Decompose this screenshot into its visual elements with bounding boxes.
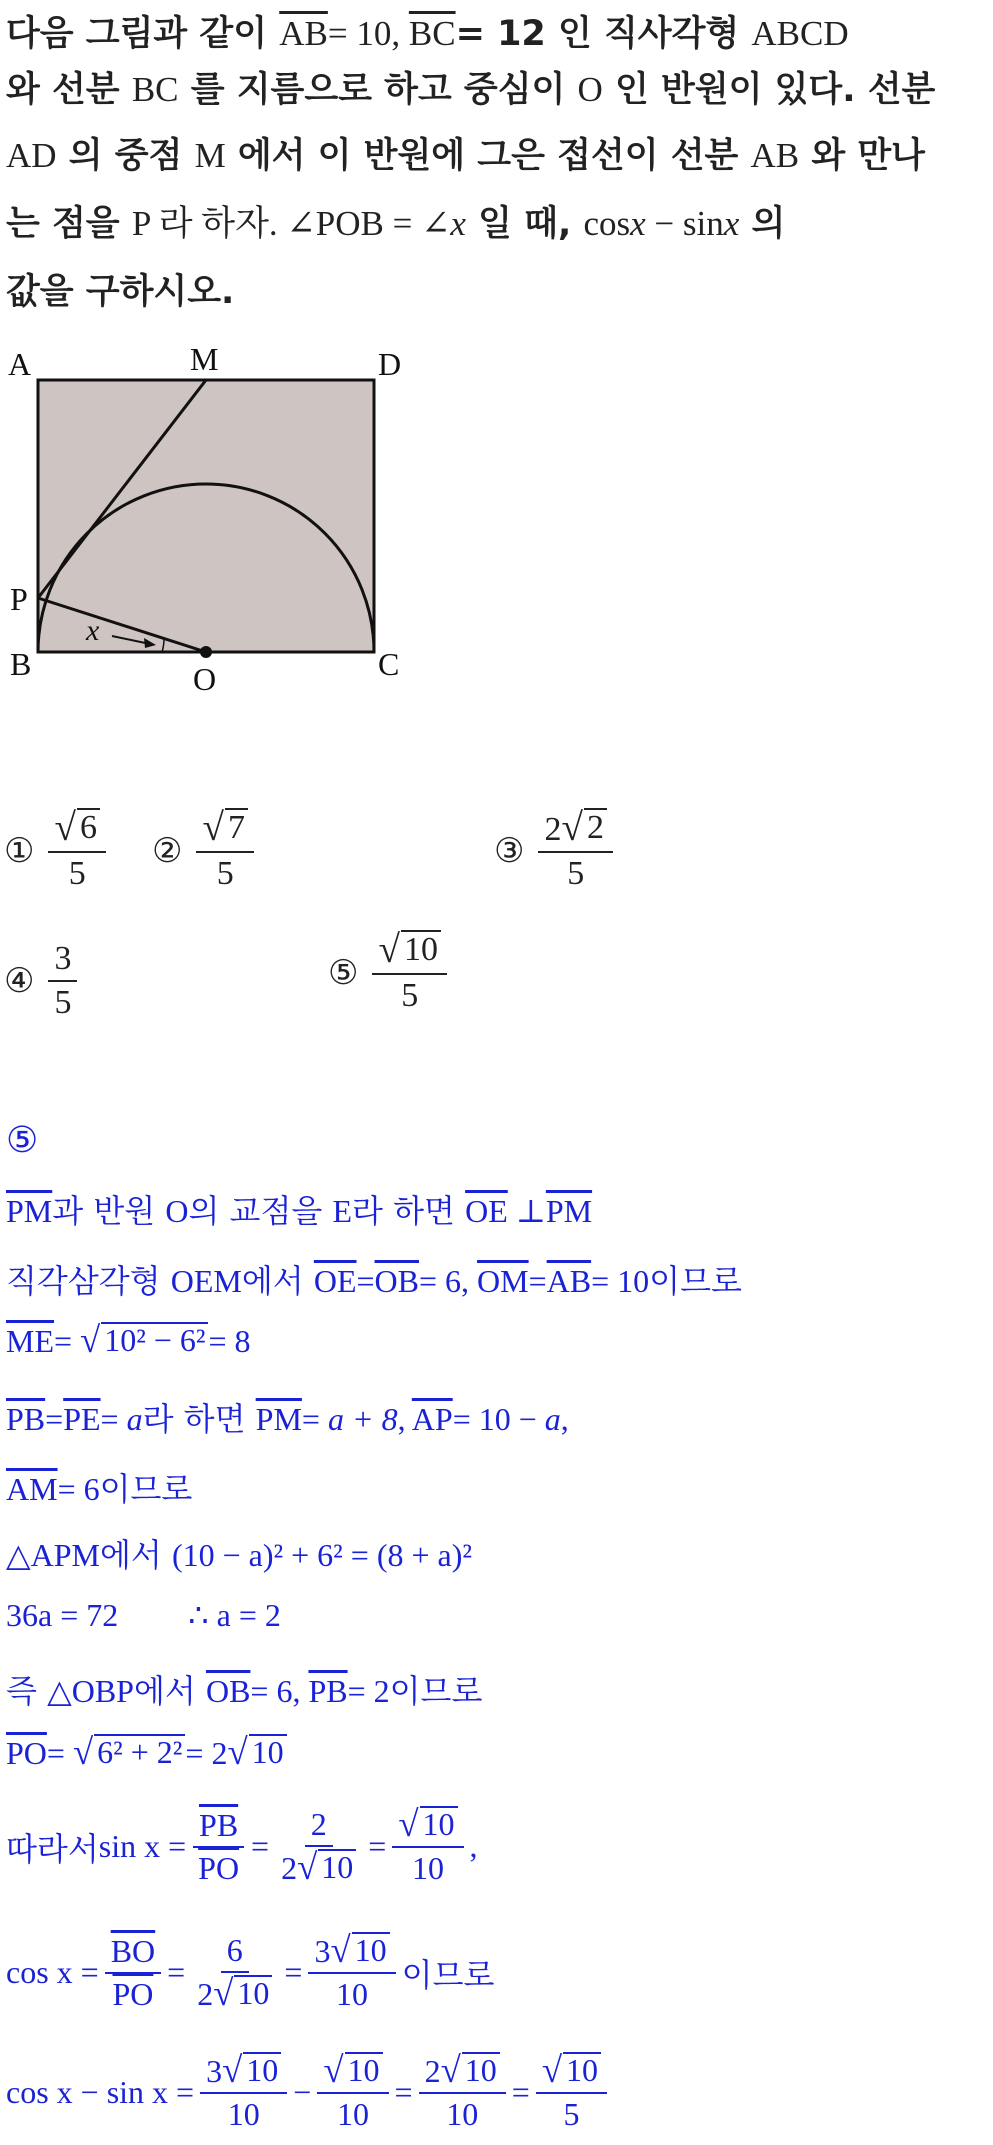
denominator: 5 xyxy=(216,855,234,892)
label-c: C xyxy=(378,646,400,682)
fraction-3root10-over-10: 3 √ 10 10 xyxy=(308,1932,395,2013)
segment-pm: $\overline{PM}$ xyxy=(255,1401,302,1437)
perp-symbol: ⊥ xyxy=(507,1193,546,1229)
var-x: x xyxy=(630,204,646,243)
radicand: 6 xyxy=(77,808,100,846)
solution-line-1 xyxy=(6,1186,592,1232)
segment-ap: $\overline{AP}$ xyxy=(411,1401,453,1437)
equals: = xyxy=(46,1735,73,1771)
numerator: 2 xyxy=(305,1806,333,1847)
fraction-6-over-2root10: 6 2 √ 10 xyxy=(191,1932,278,2013)
segment-am: $\overline{AM}$ xyxy=(6,1471,58,1507)
coefficient: 2 xyxy=(197,1976,214,2012)
choice-mark: ④ xyxy=(4,961,35,1001)
denominator: 10 xyxy=(446,2096,479,2132)
radicand: 10 xyxy=(563,2052,601,2088)
solution-line-2 xyxy=(6,1256,742,1302)
solution-text: 에서 xyxy=(99,1536,172,1574)
numerator: 3 xyxy=(48,940,77,982)
choice-2[interactable] xyxy=(152,808,260,893)
problem-text: 라 하자. ∠POB = ∠ xyxy=(149,204,451,243)
segment-oe: $\overline{OE}$ xyxy=(465,1193,508,1229)
var-x: x xyxy=(450,204,466,243)
choice-4[interactable] xyxy=(4,940,83,1022)
problem-text: 는 점을 xyxy=(6,204,132,244)
radicand: 10 xyxy=(420,1806,458,1842)
equals: = xyxy=(167,1954,186,1990)
value: = 6 xyxy=(57,1471,100,1507)
value: = 10 xyxy=(591,1263,650,1299)
radicand: 10 xyxy=(234,1975,272,2011)
solution-text: 이므로 xyxy=(99,1470,193,1508)
segment-pm: $\overline{PM}$ xyxy=(545,1193,593,1229)
problem-line-1 xyxy=(6,6,849,56)
solution-line-4 xyxy=(6,1394,569,1440)
solution-text: 과 반원 xyxy=(52,1192,166,1230)
value: = 6, xyxy=(250,1673,309,1709)
label-m: M xyxy=(190,341,219,377)
segment-ob: $\overline{OB}$ xyxy=(205,1673,251,1709)
coefficient: 2 xyxy=(281,1850,298,1886)
solution-text: 이므로 xyxy=(389,1672,483,1710)
denominator: PO xyxy=(198,1849,240,1886)
equals: = xyxy=(45,1401,64,1437)
coefficient: 3 xyxy=(314,1933,331,1969)
problem-text: 와 선분 xyxy=(6,70,132,110)
segment-pe: $\overline{PE}$ xyxy=(63,1401,101,1437)
equals: = xyxy=(301,1401,328,1437)
problem-text: 일 때, xyxy=(465,204,584,244)
fraction-root10-over-5: √ 10 5 xyxy=(536,2052,607,2133)
segment-ab: $\overline{AB}$ xyxy=(546,1263,592,1299)
fraction-root10-over-10: √ 10 10 xyxy=(317,2052,388,2133)
segment-bc: $\overline{BC}$ xyxy=(408,14,456,53)
radicand: 10 xyxy=(243,2052,281,2088)
expression: a + 8 xyxy=(327,1401,398,1437)
radicand: 10 xyxy=(401,930,441,968)
solution-line-3: $\overline{ME}=$ √ 10² − 6² = 8 xyxy=(6,1319,251,1360)
problem-text: 의 중점 xyxy=(56,136,195,176)
segment-pb: $\overline{PB}$ xyxy=(6,1401,46,1437)
problem-text: = 10, xyxy=(327,14,409,53)
solution-text: 이므로 xyxy=(649,1262,742,1300)
denominator: 10 xyxy=(336,1976,369,2012)
point-o: O xyxy=(165,1193,189,1229)
solution-line-10 xyxy=(6,1803,478,1887)
problem-line-4 xyxy=(6,196,785,246)
problem-text: 다음 그림과 같이 xyxy=(6,14,280,54)
solution-line-12 xyxy=(6,2049,613,2133)
coefficient: 2 xyxy=(424,2053,441,2089)
triangle-oem: OEM xyxy=(170,1263,242,1299)
equals: = xyxy=(356,1263,375,1299)
punct: , xyxy=(560,1401,569,1437)
fraction: √ 6 5 xyxy=(48,808,105,893)
equals: = xyxy=(368,1828,387,1864)
denominator: 10 xyxy=(411,1850,444,1886)
choice-mark: ③ xyxy=(494,830,525,871)
solution-text: 라 하면 xyxy=(142,1400,256,1438)
result: = 8 xyxy=(208,1323,251,1359)
segment-me: $\overline{ME}$ xyxy=(6,1323,54,1359)
point-o: O xyxy=(577,70,603,109)
fraction: √ 10 5 xyxy=(372,930,446,1015)
numerator: $\overline{BO}$ xyxy=(105,1933,161,1974)
center-dot-o xyxy=(200,646,212,658)
fraction-root10-over-10: √ 10 10 xyxy=(392,1806,463,1887)
label-a: A xyxy=(8,346,32,382)
radicand: 10 xyxy=(352,1932,390,1968)
problem-line-2 xyxy=(6,62,935,112)
solution-text: 즉 xyxy=(6,1672,48,1710)
equals: = xyxy=(54,1323,81,1359)
choice-mark: ② xyxy=(152,830,183,871)
problem-text: 의 xyxy=(739,204,786,244)
choice-mark: ⑤ xyxy=(328,952,359,993)
denominator: 5 xyxy=(567,855,585,892)
geometry-figure xyxy=(0,330,430,700)
value: = 6, xyxy=(419,1263,478,1299)
lhs-cos-minus-sin: cos x − sin x = xyxy=(6,2074,195,2110)
fraction-2root10-over-10: 2 √ 10 10 xyxy=(419,2052,506,2133)
rectangle-abcd xyxy=(38,380,374,652)
fraction-3root10-over-10: 3 √ 10 10 xyxy=(200,2052,287,2133)
fraction-bo-po xyxy=(105,1933,161,2013)
equals: = xyxy=(394,2074,413,2110)
problem-text: 에서 이 반원에 그은 접선이 선분 xyxy=(225,136,751,176)
radicand: 7 xyxy=(225,808,248,846)
solution-line-11 xyxy=(6,1929,495,2013)
fraction: 2 √ 2 5 xyxy=(538,808,612,893)
triangle-obp: △OBP xyxy=(47,1673,134,1709)
numerator: 6 xyxy=(221,1932,249,1973)
choice-3[interactable] xyxy=(494,808,619,893)
problem-text: 를 지름으로 하고 중심이 xyxy=(178,70,578,110)
denominator: 5 xyxy=(401,977,419,1014)
choice-mark: ① xyxy=(4,830,35,871)
var-a: a xyxy=(126,1401,143,1437)
choice-5[interactable] xyxy=(328,930,453,1015)
func-sin: − sin xyxy=(645,204,724,243)
radicand: 10 xyxy=(345,2052,383,2088)
problem-text: 와 만나 xyxy=(799,136,925,176)
lhs-sin: sin x = xyxy=(98,1828,187,1864)
segment-bc: BC xyxy=(131,70,179,109)
denominator: 10 xyxy=(336,2096,369,2132)
equals: = xyxy=(251,1828,270,1864)
point-p: P xyxy=(131,204,150,243)
var-x: x xyxy=(723,204,740,243)
solution-line-9: $\overline{PO}=$ √ 6² + 2² = 2 √ 10 xyxy=(6,1734,287,1772)
coefficient: 2 xyxy=(544,811,562,848)
label-b: B xyxy=(10,646,32,682)
segment-ob: $\overline{OB}$ xyxy=(374,1263,419,1299)
choice-1[interactable] xyxy=(4,808,112,893)
denominator: 10 xyxy=(227,2096,260,2132)
value: = 2 xyxy=(347,1673,390,1709)
solution-line-7 xyxy=(6,1596,281,1634)
solution-text: 직각삼각형 xyxy=(6,1262,171,1300)
denominator: 5 xyxy=(68,855,86,892)
fraction-pb-po xyxy=(192,1807,245,1887)
lhs-cos: cos x = xyxy=(6,1954,99,1990)
denominator: 5 xyxy=(563,2096,580,2132)
radicand: 10² − 6² xyxy=(101,1322,208,1358)
denominator: 5 xyxy=(54,984,72,1021)
equals: = xyxy=(528,1263,547,1299)
label-o: O xyxy=(193,661,217,697)
coefficient: 3 xyxy=(206,2053,223,2089)
solution-text: 이므로 xyxy=(401,1955,495,1994)
equation: (10 − a)² + 6² = (8 + a)² xyxy=(171,1537,472,1573)
fraction-2-over-2root10: 2 2 √ 10 xyxy=(275,1806,362,1887)
problem-line-5: 값을 구하시오. xyxy=(6,272,235,312)
minus: − xyxy=(293,2074,312,2110)
answer-mark: ⑤ xyxy=(6,1120,39,1161)
segment-ab: AB xyxy=(750,136,800,175)
problem-text: = 12 인 직사각형 xyxy=(455,14,752,54)
radicand: 10 xyxy=(462,2052,500,2088)
triangle-apm: △APM xyxy=(6,1537,100,1573)
fraction: √ 7 5 xyxy=(196,808,253,893)
solution-line-8 xyxy=(6,1666,482,1712)
equation: 36a = 72 xyxy=(6,1597,119,1633)
equals: = xyxy=(100,1401,127,1437)
label-x: x xyxy=(86,614,100,647)
solution-line-6 xyxy=(6,1530,472,1576)
radicand: 10 xyxy=(249,1734,287,1770)
fraction xyxy=(48,940,77,1022)
problem-text: 인 반원이 있다. 선분 xyxy=(602,70,936,110)
segment-pm: $\overline{PM}$ xyxy=(6,1193,53,1229)
separator: , xyxy=(397,1401,412,1437)
conclusion: ∴ a = 2 xyxy=(188,1597,281,1633)
radicand: 10 xyxy=(318,1849,356,1885)
rect-abcd: ABCD xyxy=(751,14,849,53)
segment-po: $\overline{PO}$ xyxy=(6,1735,47,1771)
segment-om: $\overline{OM}$ xyxy=(477,1263,529,1299)
label-d: D xyxy=(378,346,402,382)
equals: = 10 − xyxy=(452,1401,545,1437)
solution-text: 따라서 xyxy=(6,1829,99,1868)
label-p: P xyxy=(10,581,28,617)
equals: = xyxy=(511,2074,530,2110)
segment-pb: $\overline{PB}$ xyxy=(308,1673,348,1709)
segment-oe: $\overline{OE}$ xyxy=(313,1263,357,1299)
radicand: 2 xyxy=(584,808,607,846)
numerator: $\overline{PB}$ xyxy=(193,1807,244,1848)
solution-line-5 xyxy=(6,1464,192,1510)
solution-text: 에서 xyxy=(133,1672,206,1710)
segment-ad: AD xyxy=(6,136,57,175)
solution-text: 에서 xyxy=(241,1262,314,1300)
denominator: PO xyxy=(112,1975,154,2012)
point-e: E xyxy=(332,1193,352,1229)
segment-ab: $\overline{AB}$ xyxy=(279,14,328,53)
problem-line-3 xyxy=(6,128,925,178)
punct: , xyxy=(469,1828,478,1864)
var-a: a xyxy=(544,1401,561,1437)
radicand: 6² + 2² xyxy=(94,1734,185,1770)
solution-text: 라 하면 xyxy=(352,1192,466,1230)
equals: = xyxy=(284,1954,303,1990)
point-m: M xyxy=(194,136,226,175)
func-cos: cos xyxy=(583,204,631,243)
solution-text: 의 교점을 xyxy=(188,1192,333,1230)
result: = 2 xyxy=(185,1735,228,1771)
